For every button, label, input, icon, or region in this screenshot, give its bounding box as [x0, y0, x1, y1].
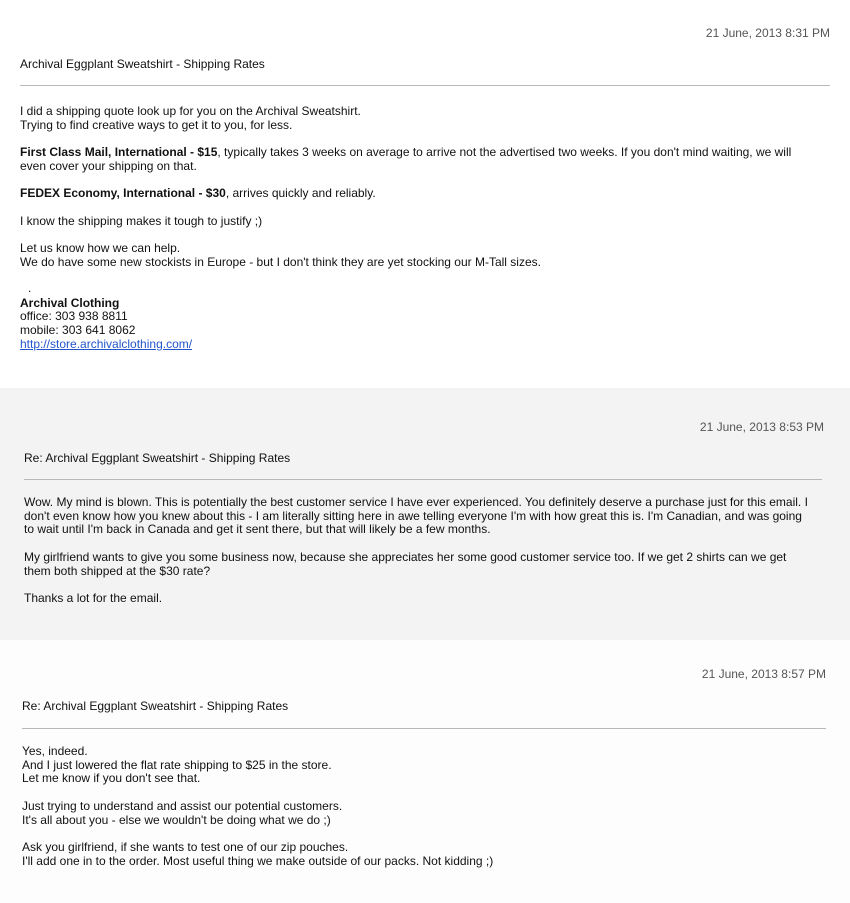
- rate-description: , arrives quickly and reliably.: [225, 186, 376, 201]
- message-body: [24, 496, 812, 606]
- body-line: Ask you girlfriend, if she wants to test one of our zip pouches.: [22, 839, 349, 854]
- paragraph: [20, 215, 820, 229]
- paragraph: [22, 841, 820, 868]
- body-line: I did a shipping quote look up for you on the Archival Sweatshirt.: [20, 104, 361, 118]
- body-line: Yes, indeed.: [22, 744, 88, 758]
- paragraph: [22, 745, 820, 786]
- signature-separator: .: [28, 281, 32, 296]
- signature-mobile-phone: mobile: 303 641 8062: [20, 323, 136, 338]
- paragraph: My girlfriend wants to give you some business now, because she appreciates her some good customer service too. If we get 2 shirts can we get them both shipped at the $30 rate?: [24, 549, 787, 578]
- paragraph: [20, 105, 820, 132]
- body-line: We do have some new stockists in Europe - but I don't think they are yet stocking our M-Tall sizes.: [20, 254, 541, 269]
- paragraph: Wow. My mind is blown. This is potentially the best customer service I have ever experienced. You definitely deserve a purchase just for this email. I don't even know how you knew about this - I am literally sitting here in awe telling everyone I'm with how great this is. I'm Canadian, and was going to wait until I'm back in Canada and get it sent there, but that will likely be a few months.: [24, 495, 808, 537]
- email-message-2: [0, 388, 850, 640]
- body-line: It's all about you - else we wouldn't be doing what we do ;): [22, 812, 331, 827]
- paragraph-first-class-rate: [20, 146, 820, 173]
- body-line: Trying to find creative ways to get it to you, for less.: [20, 117, 293, 132]
- message-subject: Re: Archival Eggplant Sweatshirt - Shipping Rates: [24, 451, 291, 465]
- header-divider: [24, 479, 822, 480]
- email-message-1: [0, 0, 850, 388]
- message-timestamp: 21 June, 2013 8:53 PM: [699, 420, 824, 434]
- email-message-3: [0, 640, 850, 903]
- body-line: I know the shipping makes it tough to justify ;): [20, 213, 263, 228]
- paragraph-fedex-rate: [20, 187, 820, 201]
- message-subject: Re: Archival Eggplant Sweatshirt - Shipping Rates: [22, 699, 289, 713]
- message-timestamp: 21 June, 2013 8:57 PM: [701, 667, 826, 681]
- message-timestamp: 21 June, 2013 8:31 PM: [705, 26, 830, 40]
- body-line: Let me know if you don't see that.: [22, 771, 201, 786]
- message-body: [22, 745, 820, 868]
- rate-label: First Class Mail, International - $15: [20, 145, 218, 160]
- rate-label: FEDEX Economy, International - $30: [20, 186, 226, 201]
- body-line: I'll add one in to the order. Most useful thing we make outside of our packs. Not kidding ;): [22, 853, 494, 868]
- store-link[interactable]: http://store.archivalclothing.com/: [20, 336, 193, 351]
- body-line: Let us know how we can help.: [20, 240, 181, 255]
- header-divider: [20, 85, 830, 86]
- signature-company-name: Archival Clothing: [20, 295, 120, 310]
- body-line: And I just lowered the flat rate shipping to $25 in the store.: [22, 757, 332, 772]
- message-subject: Archival Eggplant Sweatshirt - Shipping Rates: [20, 57, 265, 71]
- body-line: Just trying to understand and assist our potential customers.: [22, 798, 343, 813]
- header-divider: [22, 728, 826, 729]
- message-body: [20, 105, 820, 352]
- rate-description: , typically takes 3 weeks on average to arrive not the advertised two weeks. If you don't mind waiting, we will even cover your shipping on that.: [20, 145, 792, 173]
- signature-office-phone: office: 303 938 8811: [20, 309, 128, 324]
- paragraph: Thanks a lot for the email.: [24, 590, 163, 605]
- paragraph: [20, 242, 820, 269]
- email-signature: [20, 283, 820, 352]
- paragraph: [22, 800, 820, 827]
